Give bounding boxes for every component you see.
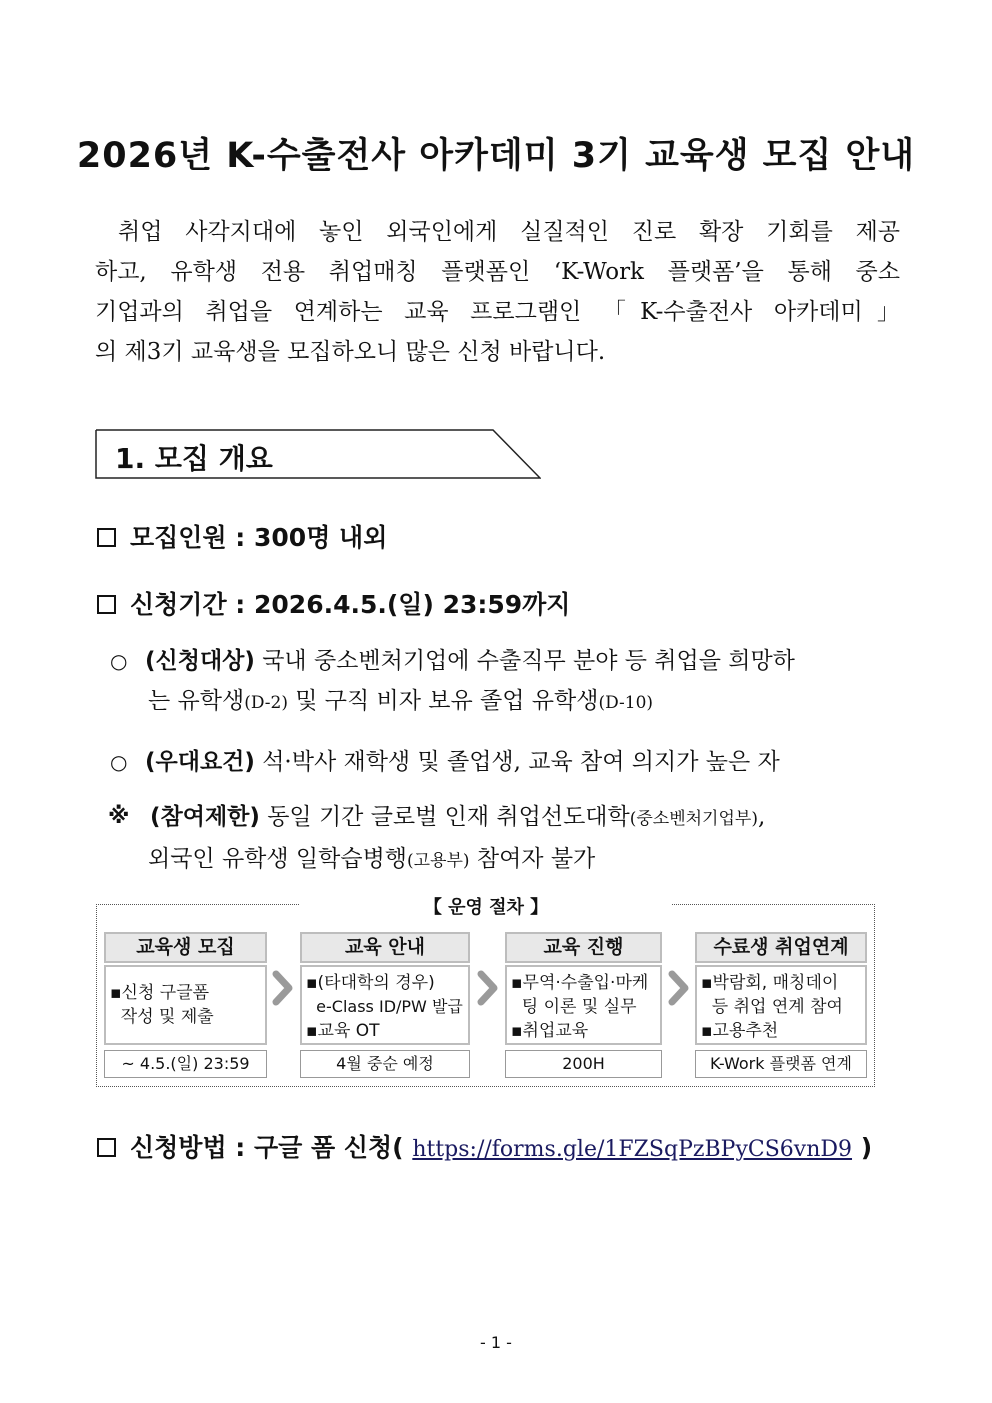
step-footer: 200H — [505, 1050, 662, 1078]
intro-line: 하고, 유학생 전용 취업매칭 플랫폼인 ‘K-Work 플랫폼’을 통해 중소 — [95, 259, 900, 285]
application-method-close: ) — [860, 1133, 873, 1162]
reference-mark-icon: ※ — [108, 804, 130, 829]
restriction-text: 동일 기간 글로벌 인재 취업선도대학 — [259, 804, 630, 830]
intro-line: 기업과의 취업을 연계하는 교육 프로그램인 「K-수출전사 아카데미」 — [95, 299, 900, 325]
step-line: ▪교육 OT — [306, 1021, 380, 1041]
checkbox-square-icon — [97, 595, 116, 614]
eligibility-label: (신청대상) — [145, 648, 255, 674]
intro-paragraph — [95, 212, 900, 372]
intro-line: 의 제3기 교육생을 모집하오니 많은 신청 바랍니다. — [95, 339, 606, 365]
chevron-right-icon — [475, 968, 501, 1008]
section-heading: 1. 모집 개요 — [115, 442, 273, 475]
intro-line: 취업 사각지대에 놓인 외국인에게 실질적인 진로 확장 기회를 제공 — [118, 219, 900, 245]
chevron-right-icon — [270, 968, 296, 1008]
step-header: 수료생 취업연계 — [695, 932, 867, 963]
chevron-right-icon — [666, 968, 692, 1008]
circle-bullet-icon: ○ — [110, 649, 128, 673]
recruit-count-text: 모집인원 : 300명 내외 — [130, 523, 388, 552]
preference-text: 석·박사 재학생 및 졸업생, 교육 참여 의지가 높은 자 — [254, 749, 780, 775]
restriction-text: 외국인 유학생 일학습병행 — [148, 846, 408, 872]
document-title: 2026년 K-수출전사 아카데미 3기 교육생 모집 안내 — [76, 136, 916, 176]
step-line: 등 취업 연계 참여 — [701, 997, 843, 1017]
visa-code: (D-2) — [244, 693, 288, 713]
step-line: ▪취업교육 — [511, 1021, 589, 1041]
eligibility-text: 는 유학생 — [148, 688, 245, 714]
restriction-note — [108, 797, 765, 881]
step-header: 교육 진행 — [505, 932, 662, 963]
application-period-text: 신청기간 : 2026.4.5.(일) 23:59까지 — [130, 590, 571, 619]
recruit-count-item — [97, 518, 387, 554]
eligibility-bullet — [110, 641, 795, 723]
checkbox-square-icon — [97, 528, 116, 547]
eligibility-text: 국내 중소벤처기업에 수출직무 분야 등 취업을 희망하 — [254, 648, 795, 674]
step-footer: ~ 4.5.(일) 23:59 — [104, 1050, 267, 1078]
step-header: 교육생 모집 — [104, 932, 267, 963]
step-line: ▪박람회, 매칭데이 — [701, 973, 839, 993]
restriction-text: , — [757, 804, 766, 830]
google-form-link[interactable]: https://forms.gle/1FZSqPzBPyCS6vnD9 — [412, 1137, 853, 1162]
step-line: ▪고용추천 — [701, 1021, 779, 1041]
step-line: e-Class ID/PW 발급 — [306, 997, 463, 1016]
step-line: ▪신청 구글폼 — [110, 983, 210, 1003]
application-method-text: 신청방법 : 구글 폼 신청( — [130, 1133, 404, 1162]
visa-code: (D-10) — [598, 693, 654, 713]
step-line: 팅 이론 및 실무 — [511, 997, 637, 1017]
page-number: - 1 - — [480, 1333, 512, 1352]
step-line: ▪무역·수출입·마케 — [511, 973, 649, 993]
eligibility-text: 및 구직 비자 보유 졸업 유학생 — [287, 688, 599, 714]
preference-bullet — [110, 742, 780, 782]
step-body — [505, 965, 662, 1045]
step-line: 작성 및 제출 — [110, 1007, 214, 1027]
step-body — [300, 965, 470, 1045]
step-header: 교육 안내 — [300, 932, 470, 963]
ministry-name: (중소벤처기업부) — [629, 809, 758, 829]
application-period-item — [97, 585, 570, 621]
restriction-label: (참여제한) — [150, 804, 260, 830]
step-body — [695, 965, 867, 1045]
restriction-text: 참여자 불가 — [469, 846, 596, 872]
preference-label: (우대요건) — [145, 749, 255, 775]
step-body — [104, 965, 267, 1045]
process-title: 【 운영 절차 】 — [300, 893, 672, 919]
step-line: ▪(타대학의 경우) — [306, 973, 435, 993]
checkbox-square-icon — [97, 1138, 116, 1157]
circle-bullet-icon: ○ — [110, 750, 128, 774]
ministry-name: (고용부) — [407, 851, 470, 871]
step-footer: 4월 중순 예정 — [300, 1050, 470, 1078]
step-footer: K-Work 플랫폼 연계 — [695, 1050, 867, 1078]
application-method-item — [97, 1128, 872, 1164]
